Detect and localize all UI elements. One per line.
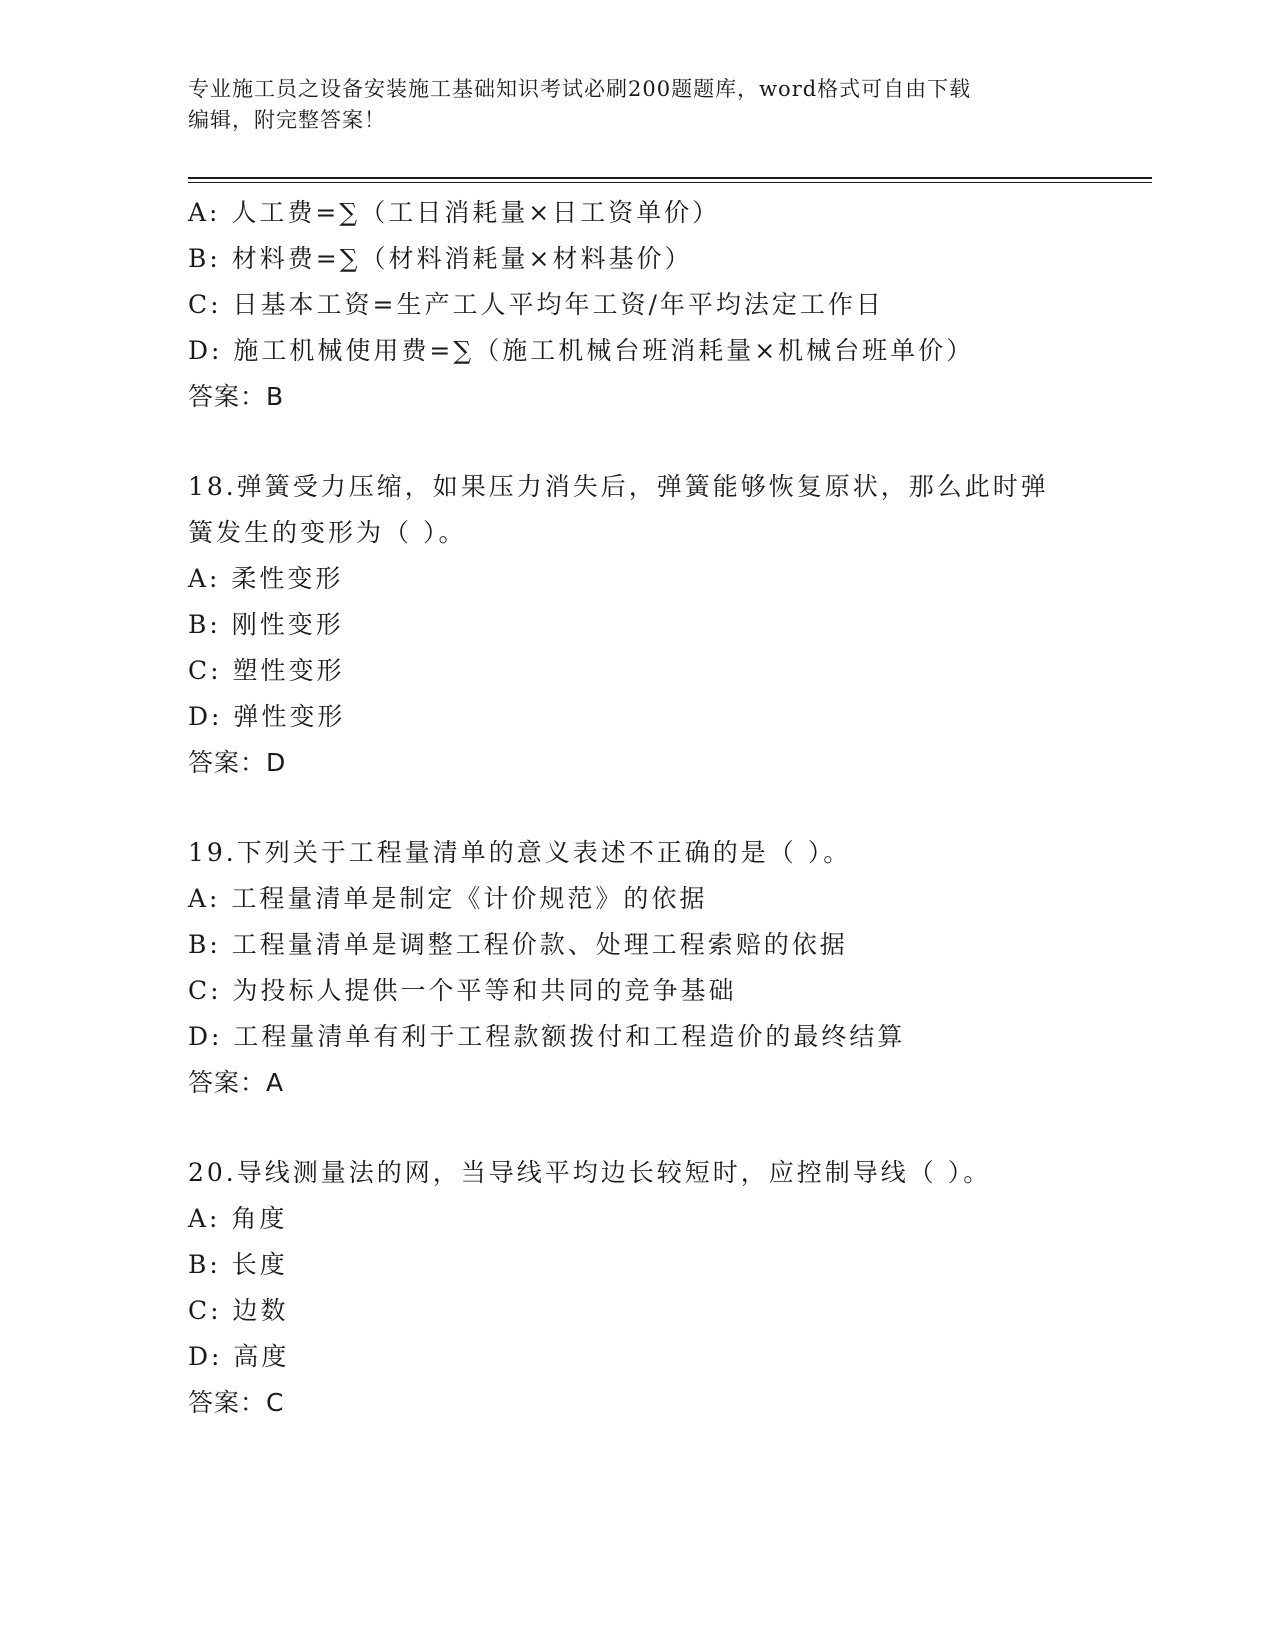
spacer <box>188 420 1108 464</box>
question-text-line-2: 簧发生的变形为（ ）。 <box>188 518 467 547</box>
answer-line: 答案：C <box>188 1388 285 1417</box>
spacer <box>188 786 1108 830</box>
option-b: B: 工程量清单是调整工程价款、处理工程索赔的依据 <box>188 930 848 959</box>
option-c: C: 日基本工资=生产工人平均年工资/年平均法定工作日 <box>188 290 884 319</box>
question-list <box>188 190 1108 1426</box>
spacer <box>188 1106 1108 1150</box>
question-18 <box>188 464 1108 786</box>
option-c: C: 边数 <box>188 1296 289 1325</box>
option-b: B: 长度 <box>188 1250 288 1279</box>
answer-line: 答案：A <box>188 1068 285 1097</box>
option-a: A: 工程量清单是制定《计价规范》的依据 <box>188 884 708 913</box>
option-b: B: 材料费=∑（材料消耗量×材料基价） <box>188 244 693 273</box>
question-text-line-1: 19.下列关于工程量清单的意义表述不正确的是（ ）。 <box>188 838 852 867</box>
document-header <box>188 74 1068 136</box>
option-c: C: 为投标人提供一个平等和共同的竞争基础 <box>188 976 737 1005</box>
answer-line: 答案：D <box>188 748 287 777</box>
option-d: D: 弹性变形 <box>188 702 346 731</box>
option-a: A: 角度 <box>188 1204 288 1233</box>
question-17-tail <box>188 190 1108 420</box>
option-a: A: 柔性变形 <box>188 564 344 593</box>
question-text-line-1: 20.导线测量法的网，当导线平均边长较短时，应控制导线（ ）。 <box>188 1158 992 1187</box>
option-d: D: 高度 <box>188 1342 290 1371</box>
header-line-1: 专业施工员之设备安装施工基础知识考试必刷200题题库，word格式可自由下载 <box>188 77 972 101</box>
answer-line: 答案：B <box>188 382 285 411</box>
question-text-line-1: 18.弹簧受力压缩，如果压力消失后，弹簧能够恢复原状，那么此时弹 <box>188 472 1049 501</box>
option-d: D: 施工机械使用费=∑（施工机械台班消耗量×机械台班单价） <box>188 336 975 365</box>
option-a: A: 人工费=∑（工日消耗量×日工资单价） <box>188 198 721 227</box>
header-divider-thin <box>188 182 1152 183</box>
option-b: B: 刚性变形 <box>188 610 344 639</box>
header-line-2: 编辑，附完整答案！ <box>188 108 386 132</box>
option-d: D: 工程量清单有利于工程款额拨付和工程造价的最终结算 <box>188 1022 906 1051</box>
option-c: C: 塑性变形 <box>188 656 345 685</box>
question-20 <box>188 1150 1108 1426</box>
header-divider-thick <box>188 177 1152 179</box>
question-19 <box>188 830 1108 1106</box>
